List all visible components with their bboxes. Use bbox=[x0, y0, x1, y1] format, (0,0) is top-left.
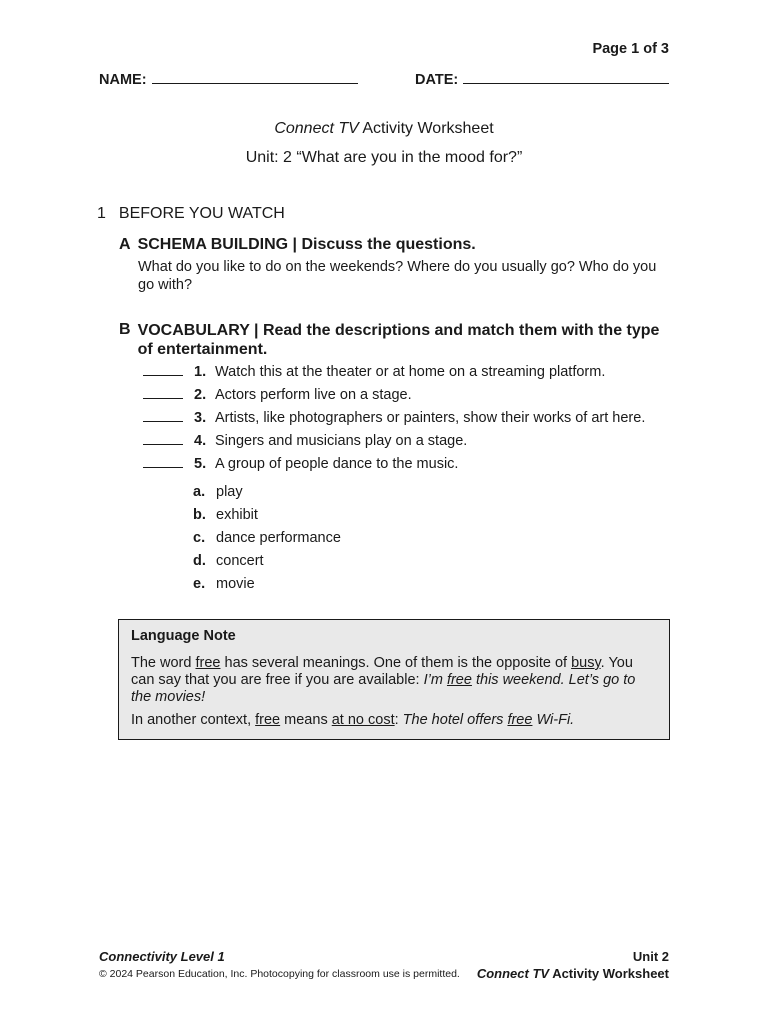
question-text: Singers and musicians play on a stage. bbox=[215, 433, 468, 449]
footer-left bbox=[99, 949, 460, 980]
option-letter: a. bbox=[193, 484, 206, 500]
option-text: movie bbox=[216, 576, 255, 592]
section-a-heading bbox=[119, 236, 476, 254]
option-item bbox=[193, 507, 341, 530]
question-item bbox=[143, 364, 645, 387]
language-note-box bbox=[118, 619, 670, 740]
note-underlined-word: free bbox=[195, 655, 221, 671]
note-text: . You can say that you are free if you are available: bbox=[131, 655, 633, 688]
program-name: Connect TV bbox=[274, 120, 359, 137]
option-text: dance performance bbox=[216, 530, 341, 546]
note-example: this weekend. Let’s go to the movies! bbox=[131, 672, 636, 705]
worksheet-title bbox=[0, 120, 768, 138]
footer-title-rest: Activity Worksheet bbox=[549, 966, 669, 981]
question-number: 5. bbox=[194, 456, 207, 472]
section-letter: A bbox=[119, 236, 131, 253]
note-paragraph bbox=[131, 712, 657, 729]
answer-blank[interactable] bbox=[143, 434, 183, 445]
level-label: Connectivity Level 1 bbox=[99, 949, 225, 964]
question-number: 4. bbox=[194, 433, 207, 449]
question-item bbox=[143, 433, 645, 456]
copyright-notice: © 2024 Pearson Education, Inc. Photocopying for classroom use is permitted. bbox=[99, 968, 460, 980]
question-number: 2. bbox=[194, 387, 207, 403]
option-text: play bbox=[216, 484, 243, 500]
option-item bbox=[193, 553, 341, 576]
note-text: means bbox=[280, 712, 332, 728]
option-text: exhibit bbox=[216, 507, 258, 523]
note-example: I’m bbox=[423, 672, 447, 688]
question-item bbox=[143, 456, 645, 479]
question-number: 1. bbox=[194, 364, 207, 380]
note-underlined-word: free bbox=[507, 712, 533, 728]
option-item bbox=[193, 484, 341, 507]
footer-program: Connect TV bbox=[476, 966, 550, 981]
footer-title bbox=[477, 966, 669, 981]
section-a-body: What do you like to do on the weekends? Where do you usually go? Who do you go with? bbox=[138, 259, 657, 293]
note-example: Wi-Fi. bbox=[532, 712, 575, 728]
note-text: In another context, bbox=[131, 712, 256, 728]
option-letter: b. bbox=[193, 507, 206, 523]
answer-blank[interactable] bbox=[143, 457, 183, 468]
question-number: 3. bbox=[194, 410, 207, 426]
note-title: Language Note bbox=[131, 628, 236, 644]
question-text: Artists, like photographers or painters, show their works of art here. bbox=[215, 410, 646, 426]
section-number: 1 bbox=[97, 205, 106, 222]
note-text: : bbox=[394, 712, 403, 728]
note-underlined-word: free bbox=[255, 712, 281, 728]
section-1-heading bbox=[97, 205, 285, 223]
section-title: VOCABULARY | Read the descriptions and match them with the type of entertainment. bbox=[137, 322, 660, 358]
note-example: The hotel offers bbox=[402, 712, 508, 728]
answer-blank[interactable] bbox=[143, 388, 183, 399]
date-label: DATE: bbox=[415, 72, 459, 88]
answer-options bbox=[193, 484, 341, 599]
option-item bbox=[193, 530, 341, 553]
question-text: A group of people dance to the music. bbox=[215, 456, 459, 472]
question-item bbox=[143, 387, 645, 410]
option-letter: c. bbox=[193, 530, 206, 546]
name-label: NAME: bbox=[99, 72, 147, 88]
option-item bbox=[193, 576, 341, 599]
note-underlined-word: at no cost bbox=[331, 712, 395, 728]
note-text: has several meanings. One of them is the opposite of bbox=[220, 655, 572, 671]
section-title: SCHEMA BUILDING | Discuss the questions. bbox=[137, 236, 476, 253]
answer-blank[interactable] bbox=[143, 365, 183, 376]
question-item bbox=[143, 410, 645, 433]
footer-unit: Unit 2 bbox=[632, 949, 669, 964]
question-list bbox=[143, 364, 645, 479]
name-blank[interactable] bbox=[152, 71, 358, 84]
option-letter: e. bbox=[193, 576, 206, 592]
section-title: BEFORE YOU WATCH bbox=[118, 205, 285, 222]
question-text: Watch this at the theater or at home on a streaming platform. bbox=[215, 364, 606, 380]
question-text: Actors perform live on a stage. bbox=[215, 387, 412, 403]
date-blank[interactable] bbox=[463, 71, 669, 84]
page-number: Page 1 of 3 bbox=[592, 41, 669, 57]
note-underlined-word: busy bbox=[571, 655, 601, 671]
note-underlined-word: free bbox=[446, 672, 472, 688]
section-letter: B bbox=[119, 321, 131, 338]
title-rest: Activity Worksheet bbox=[358, 120, 494, 137]
note-paragraph bbox=[131, 655, 657, 706]
option-text: concert bbox=[216, 553, 264, 569]
option-letter: d. bbox=[193, 553, 206, 569]
footer-right bbox=[477, 949, 669, 981]
date-field bbox=[415, 71, 669, 88]
unit-title: Unit: 2 “What are you in the mood for?” bbox=[245, 149, 523, 166]
name-field bbox=[99, 71, 358, 88]
note-text: The word bbox=[131, 655, 196, 671]
section-b-heading bbox=[119, 321, 668, 359]
answer-blank[interactable] bbox=[143, 411, 183, 422]
